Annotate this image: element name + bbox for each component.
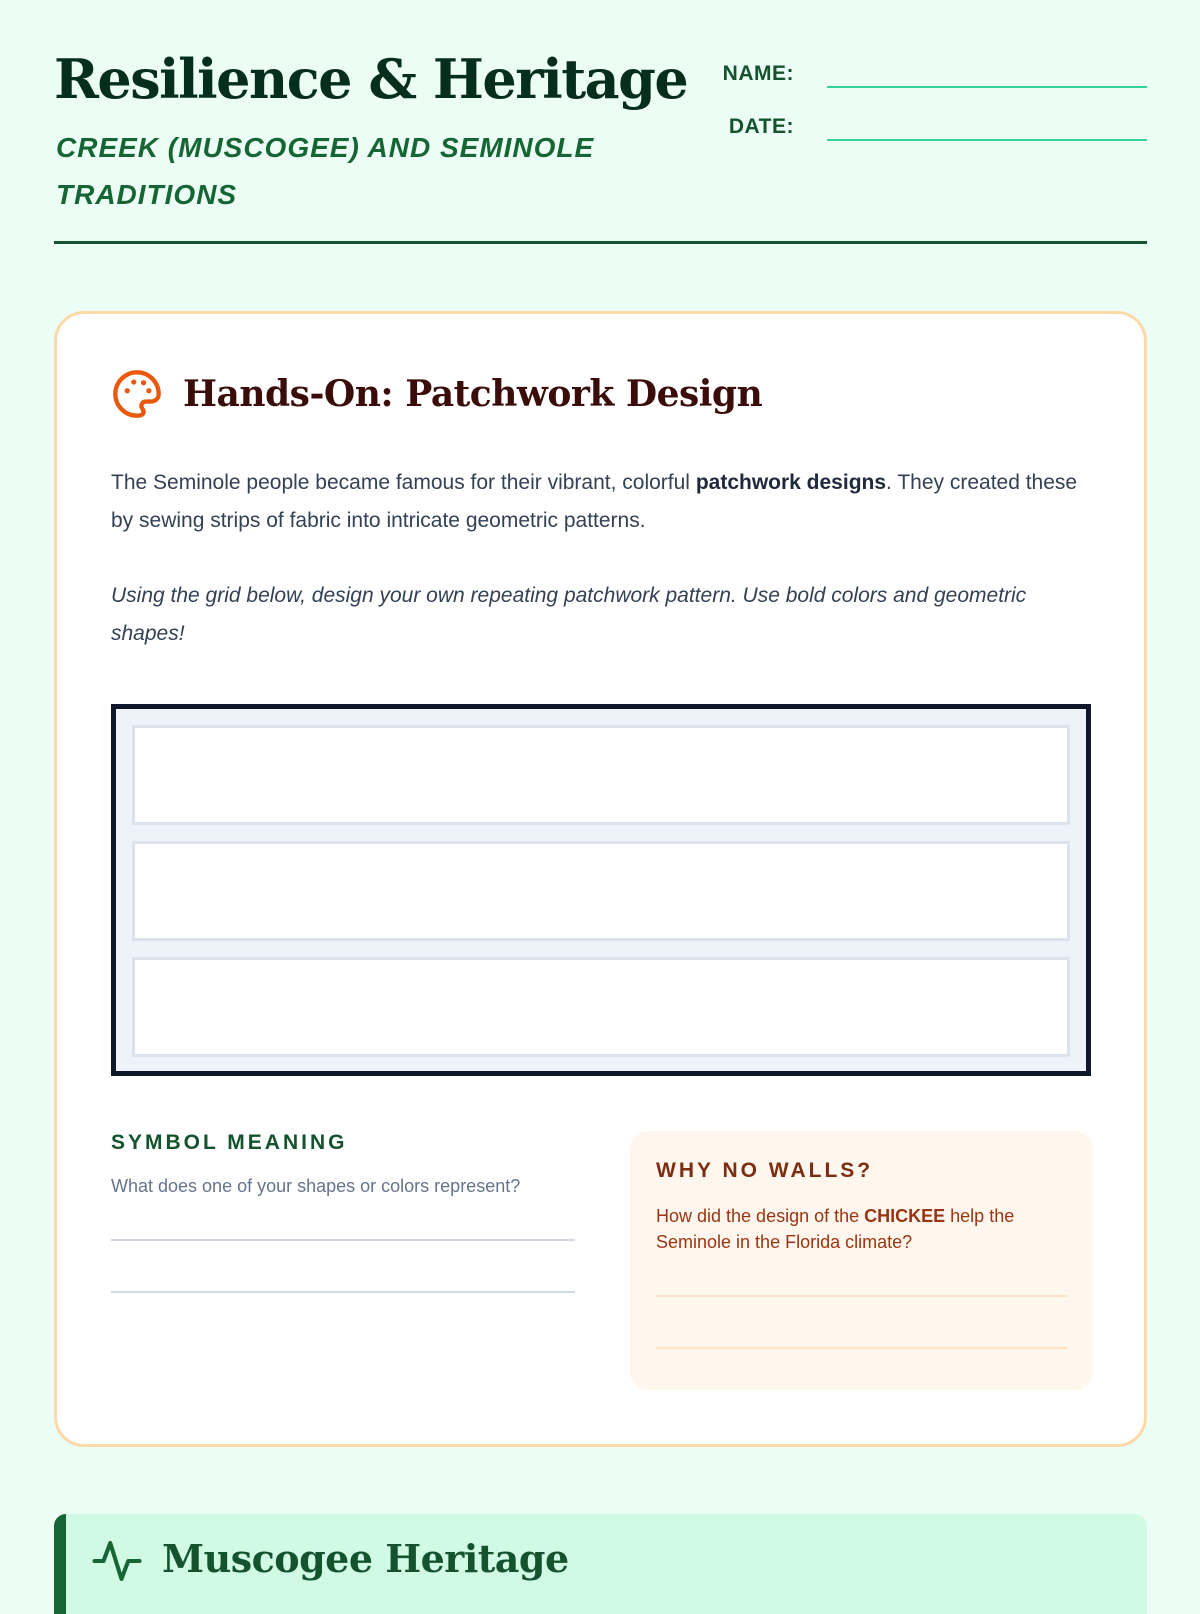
why-no-walls-label: WHY NO WALLS?	[656, 1159, 874, 1182]
muscogee-heritage-banner	[54, 1514, 1147, 1614]
date-write-line[interactable]	[827, 139, 1147, 141]
palette-icon	[111, 368, 163, 420]
worksheet-header	[54, 0, 1147, 244]
section-title: Muscogee Heritage	[162, 1536, 569, 1581]
date-field[interactable]	[694, 109, 1147, 149]
date-label: DATE:	[728, 115, 794, 138]
patchwork-strip[interactable]	[132, 725, 1070, 825]
worksheet-page	[54, 0, 1147, 1581]
patchwork-strip[interactable]	[132, 957, 1070, 1057]
worksheet-subtitle: CREEK (MUSCOGEE) AND SEMINOLE TRADITIONS	[56, 132, 595, 210]
card-heading	[111, 366, 762, 422]
card-title: Hands-On: Patchwork Design	[183, 373, 763, 415]
why-no-walls-box	[630, 1131, 1093, 1390]
symbol-meaning-section	[111, 1131, 575, 1293]
symbol-meaning-label: SYMBOL MEANING	[111, 1131, 348, 1154]
chickee-term: CHICKEE	[864, 1206, 946, 1226]
activity-icon	[90, 1534, 144, 1588]
question-text-start: How did the design of the	[656, 1206, 865, 1226]
answer-line[interactable]	[656, 1347, 1067, 1349]
intro-paragraph	[111, 464, 1086, 540]
intro-text-end: . They created these by sewing strips of fabric into intricate geometric patterns.	[111, 471, 1078, 532]
worksheet-title: Resilience & Heritage	[54, 47, 688, 111]
patchwork-grid[interactable]	[111, 704, 1091, 1076]
patchwork-strip[interactable]	[132, 841, 1070, 941]
answer-line[interactable]	[656, 1295, 1067, 1297]
answer-line[interactable]	[111, 1291, 575, 1293]
name-field[interactable]	[694, 56, 1147, 96]
why-no-walls-question	[656, 1203, 1067, 1255]
symbol-meaning-question: What does one of your shapes or colors represent?	[111, 1176, 521, 1196]
patchwork-activity-card	[54, 311, 1147, 1447]
intro-text-start: The Seminole people became famous for their vibrant, colorful	[111, 471, 696, 494]
name-label: NAME:	[722, 62, 794, 85]
instruction-text: Using the grid below, design your own repeating patchwork pattern. Use bold colors and geometric shapes!	[111, 584, 1027, 645]
answer-line[interactable]	[111, 1239, 575, 1241]
intro-bold-term: patchwork designs	[695, 471, 887, 494]
name-write-line[interactable]	[827, 86, 1147, 88]
question-text-end: help the Seminole in the Florida climate?	[656, 1206, 1015, 1252]
